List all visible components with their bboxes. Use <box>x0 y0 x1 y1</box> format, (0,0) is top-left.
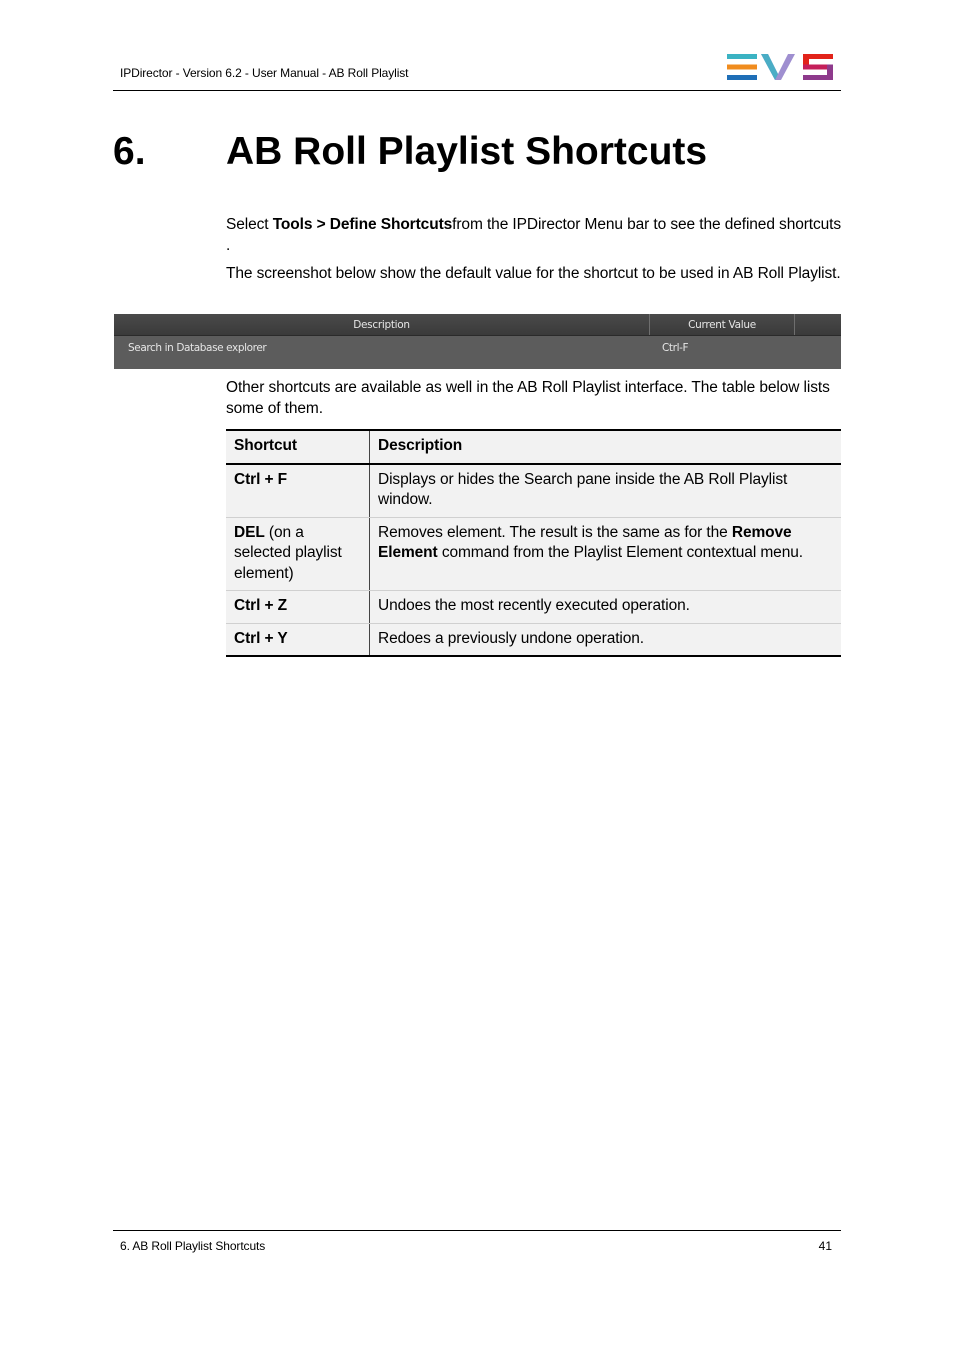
page-header <box>113 50 841 91</box>
shortcut-cell <box>226 464 370 518</box>
page-number: 41 <box>818 1239 832 1253</box>
intro-select-text: Select <box>226 216 273 233</box>
evs-logo <box>727 54 833 80</box>
shortcut-key: Ctrl + Z <box>234 597 288 614</box>
description-text: Displays or hides the Search pane inside the AB Roll Playlist window. <box>378 470 788 508</box>
intro-rest-text: from the IPDirector Menu bar to see the defined shortcuts . <box>226 216 842 254</box>
intro-paragraph-1 <box>226 215 842 256</box>
screenshot-col-current-value: Current Value <box>650 314 795 335</box>
shortcut-screenshot <box>114 314 841 369</box>
shortcut-extra: (on a selected playlist element) <box>234 523 342 582</box>
table-header-row <box>226 430 841 464</box>
header-text: IPDirector - Version 6.2 - User Manual - AB Roll Playlist <box>120 66 409 80</box>
description-bold: Remove Element <box>378 523 792 561</box>
description-text-after: command from the Playlist Element contextual menu. <box>437 544 803 561</box>
screenshot-header-row <box>114 314 841 336</box>
description-text: Removes element. The result is the same as for the <box>378 523 732 541</box>
shortcut-key: DEL <box>234 523 265 541</box>
shortcut-cell <box>226 623 370 656</box>
description-cell <box>370 623 842 656</box>
footer-chapter: 6. AB Roll Playlist Shortcuts <box>120 1239 266 1253</box>
shortcut-key: Ctrl + Y <box>234 629 288 647</box>
screenshot-col-empty <box>795 314 841 335</box>
description-cell <box>370 464 842 518</box>
description-cell <box>370 591 842 624</box>
table-row <box>226 591 841 624</box>
table-row <box>226 623 841 656</box>
shortcuts-table <box>226 429 841 657</box>
table-row <box>226 464 841 518</box>
chapter-heading-text: AB Roll Playlist Shortcuts <box>226 130 708 173</box>
header-description: Description <box>370 430 842 464</box>
screenshot-col-description: Description <box>114 314 650 335</box>
shortcut-key: Ctrl + F <box>234 470 288 488</box>
shortcut-cell <box>226 517 370 591</box>
page-footer <box>113 1230 841 1253</box>
table-row <box>226 517 841 591</box>
description-cell <box>370 517 842 591</box>
screenshot-row-value: Ctrl-F <box>662 342 689 354</box>
intro-paragraph-2: The screenshot below show the default value for the shortcut to be used in AB Roll Playlist. <box>226 265 841 282</box>
other-shortcuts-paragraph: Other shortcuts are available as well in the AB Roll Playlist interface. The table below lists some of them. <box>226 379 830 417</box>
menu-path: Tools > Define Shortcuts <box>272 216 453 233</box>
chapter-number: 6. <box>113 130 146 173</box>
description-text: Undoes the most recently executed operation. <box>378 597 690 614</box>
screenshot-row <box>114 336 841 369</box>
description-text: Redoes a previously undone operation. <box>378 629 645 647</box>
shortcut-cell <box>226 591 370 624</box>
screenshot-row-description: Search in Database explorer <box>128 342 267 354</box>
header-shortcut: Shortcut <box>226 430 370 464</box>
